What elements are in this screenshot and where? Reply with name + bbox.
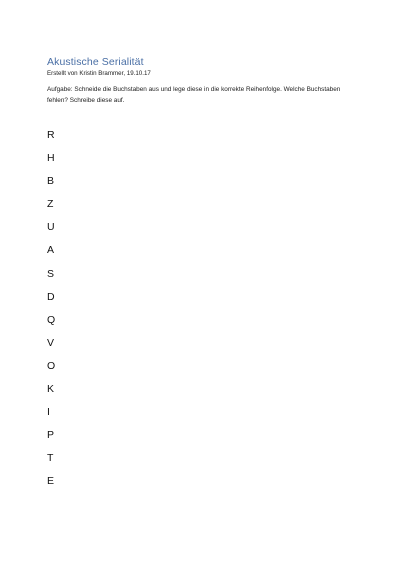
worksheet-title: Akustische Serialität	[47, 56, 144, 68]
letter-item: B	[47, 175, 55, 188]
letter-item: Q	[47, 313, 56, 326]
author-date-line: Erstellt von Kristin Brammer, 19.10.17	[47, 70, 151, 77]
letter-list	[47, 127, 55, 497]
letter-item: H	[47, 152, 55, 165]
letter-item: Z	[47, 198, 54, 211]
letter-item: P	[47, 429, 55, 442]
letter-item: T	[47, 452, 54, 465]
letter-item: O	[47, 359, 56, 372]
letter-item: S	[47, 267, 55, 280]
letter-item: U	[47, 221, 55, 234]
letter-item: R	[47, 129, 55, 141]
letter-item: E	[47, 475, 55, 488]
letter-item: I	[47, 406, 50, 419]
letter-item: K	[47, 383, 55, 396]
letter-item: D	[47, 290, 55, 303]
letter-item: A	[47, 244, 55, 257]
letter-item: V	[47, 336, 55, 349]
task-instructions: Aufgabe: Schneide die Buchstaben aus und lege diese in die korrekte Reihenfolge. Welche Buchstaben fehlen? Schreibe diese auf.	[47, 86, 341, 104]
